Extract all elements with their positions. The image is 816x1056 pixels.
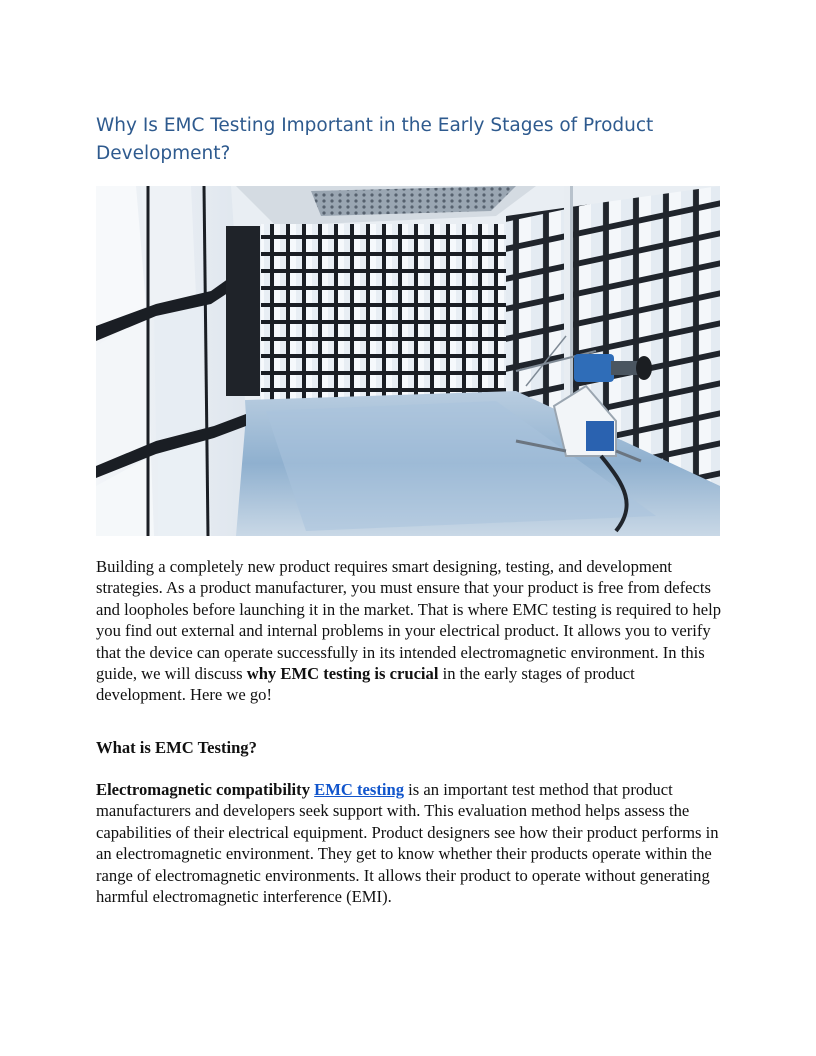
definition-text: is an important test method that product manufacturers and developers seek support with. This evaluation method helps assess the capabilities of their electrical equipment. Product designers see how their product performs in an electromagnetic environment. They get to know whether their products operate within the range of electromagnetic environments. It allows their product to operate without generating harmful electromagnetic interference (EMI). xyxy=(96,780,719,907)
section-heading: What is EMC Testing? xyxy=(96,738,257,757)
intro-text-2: in the early stages of product development. Here we go! xyxy=(96,664,635,705)
article-title: Why Is EMC Testing Important in the Early Stages of Product Development? xyxy=(96,115,654,164)
emc-testing-link[interactable]: EMC testing xyxy=(314,780,405,799)
emc-chamber-photo xyxy=(96,186,720,536)
definition-paragraph xyxy=(96,779,722,907)
definition-bold-lead: Electromagnetic compatibility xyxy=(96,780,310,799)
intro-bold-phrase: why EMC testing is crucial xyxy=(246,664,439,684)
intro-text-1: Building a completely new product requires smart designing, testing, and development strategies. As a product manufacturer, you must ensure that your product is free from defects and loopholes before launching it in the market. That is where EMC testing is required to help you find out external and internal problems in your electrical product. It allows you to verify that the device can operate successfully in its intended electromagnetic environment. In this guide, we will discuss xyxy=(96,557,722,684)
intro-paragraph xyxy=(96,556,722,706)
